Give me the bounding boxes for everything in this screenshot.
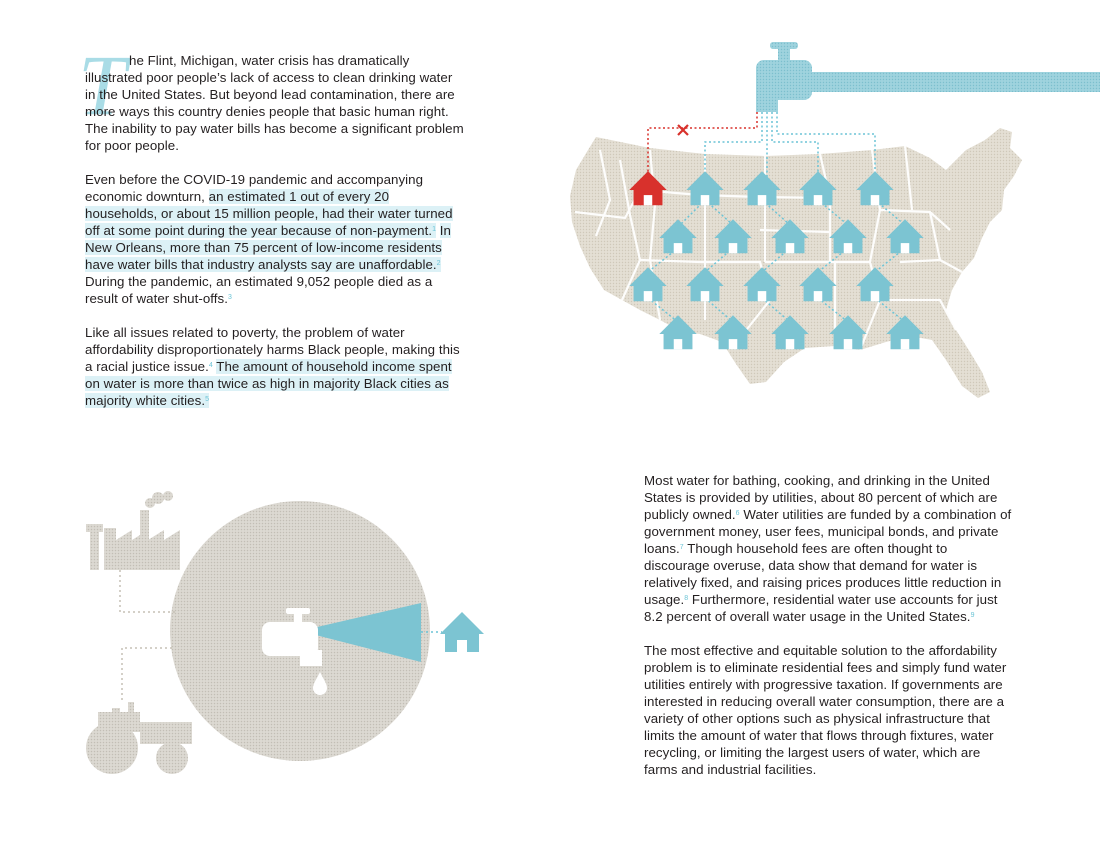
footnote-8[interactable]: 8	[684, 595, 689, 602]
factory-icon	[86, 491, 180, 570]
footnote-5[interactable]: 5	[205, 396, 210, 403]
footnote-6[interactable]: 6	[735, 510, 740, 517]
footnote-2[interactable]: 2	[436, 260, 441, 267]
p2-text-a: Even before the COVID-19 pandemic and accompanying economic downturn,	[85, 172, 424, 204]
footnote-4[interactable]: 4	[208, 362, 213, 369]
x-mark-icon	[678, 125, 688, 135]
p4-text-d: Furthermore, residential water use accounts for just 8.2 percent of overall water usage in the United States.	[644, 592, 998, 624]
tractor-icon	[86, 702, 192, 774]
paragraph-1: he Flint, Michigan, water crisis has dramatically illustrated poor people’s lack of access to clean drinking water in the United States. But beyond lead contamination, there are more ways this country denies people that basic human right. The inability to pay water bills has become a significant problem for poor people.	[85, 53, 464, 153]
p2-text-e: During the pandemic, an estimated 9,052 people died as a result of water shut-offs.	[85, 274, 433, 306]
p2-text-b: an estimated 1 out of every 20 households, or about 15 million people, had their water turned off at some point during the year because of non-payment.	[85, 189, 453, 238]
footnote-1[interactable]: 1	[432, 226, 437, 233]
faucet-icon	[756, 42, 1100, 112]
house-icon	[440, 612, 484, 652]
p4-text-a: Most water for bathing, cooking, and drinking in the United States is provided by utilities, about 80 percent of which are publicly owned.	[644, 473, 998, 522]
footnote-3[interactable]: 3	[227, 294, 232, 301]
paragraph-5: The most effective and equitable solution to the affordability problem is to eliminate residential fees and simply fund water utilities entirely with progressive taxation. If governments are interested in reducing overall water consumption, there are a variety of other options such as physical infrastructure that limits the amount of water that flows through fixtures, water recycling, or limiting the largest users of water, which are farms and industrial facilities.	[644, 643, 1007, 777]
drop-cap: T	[78, 37, 126, 133]
p2-text-d: In New Orleans, more than 75 percent of low-income residents have water bills that industry analysts say are unaffordable.	[85, 223, 451, 272]
p4-text-c: Though household fees are often thought to discourage overuse, data show that demand for water is relatively fixed, and raising prices produces little reduction in usage.	[644, 541, 1002, 607]
p3-text-a: Like all issues related to poverty, the problem of water affordability disproportionately harms Black people, making this a racial justice issue.	[85, 325, 460, 374]
p3-text-c: The amount of household income spent on water is more than twice as high in majority Black cities as majority white cities.	[85, 359, 452, 408]
footnote-9[interactable]: 9	[970, 612, 975, 619]
footnote-7[interactable]: 7	[679, 544, 684, 551]
p4-text-b: Water utilities are funded by a combination of government money, user fees, municipal bonds, and private loans.	[644, 507, 1012, 556]
